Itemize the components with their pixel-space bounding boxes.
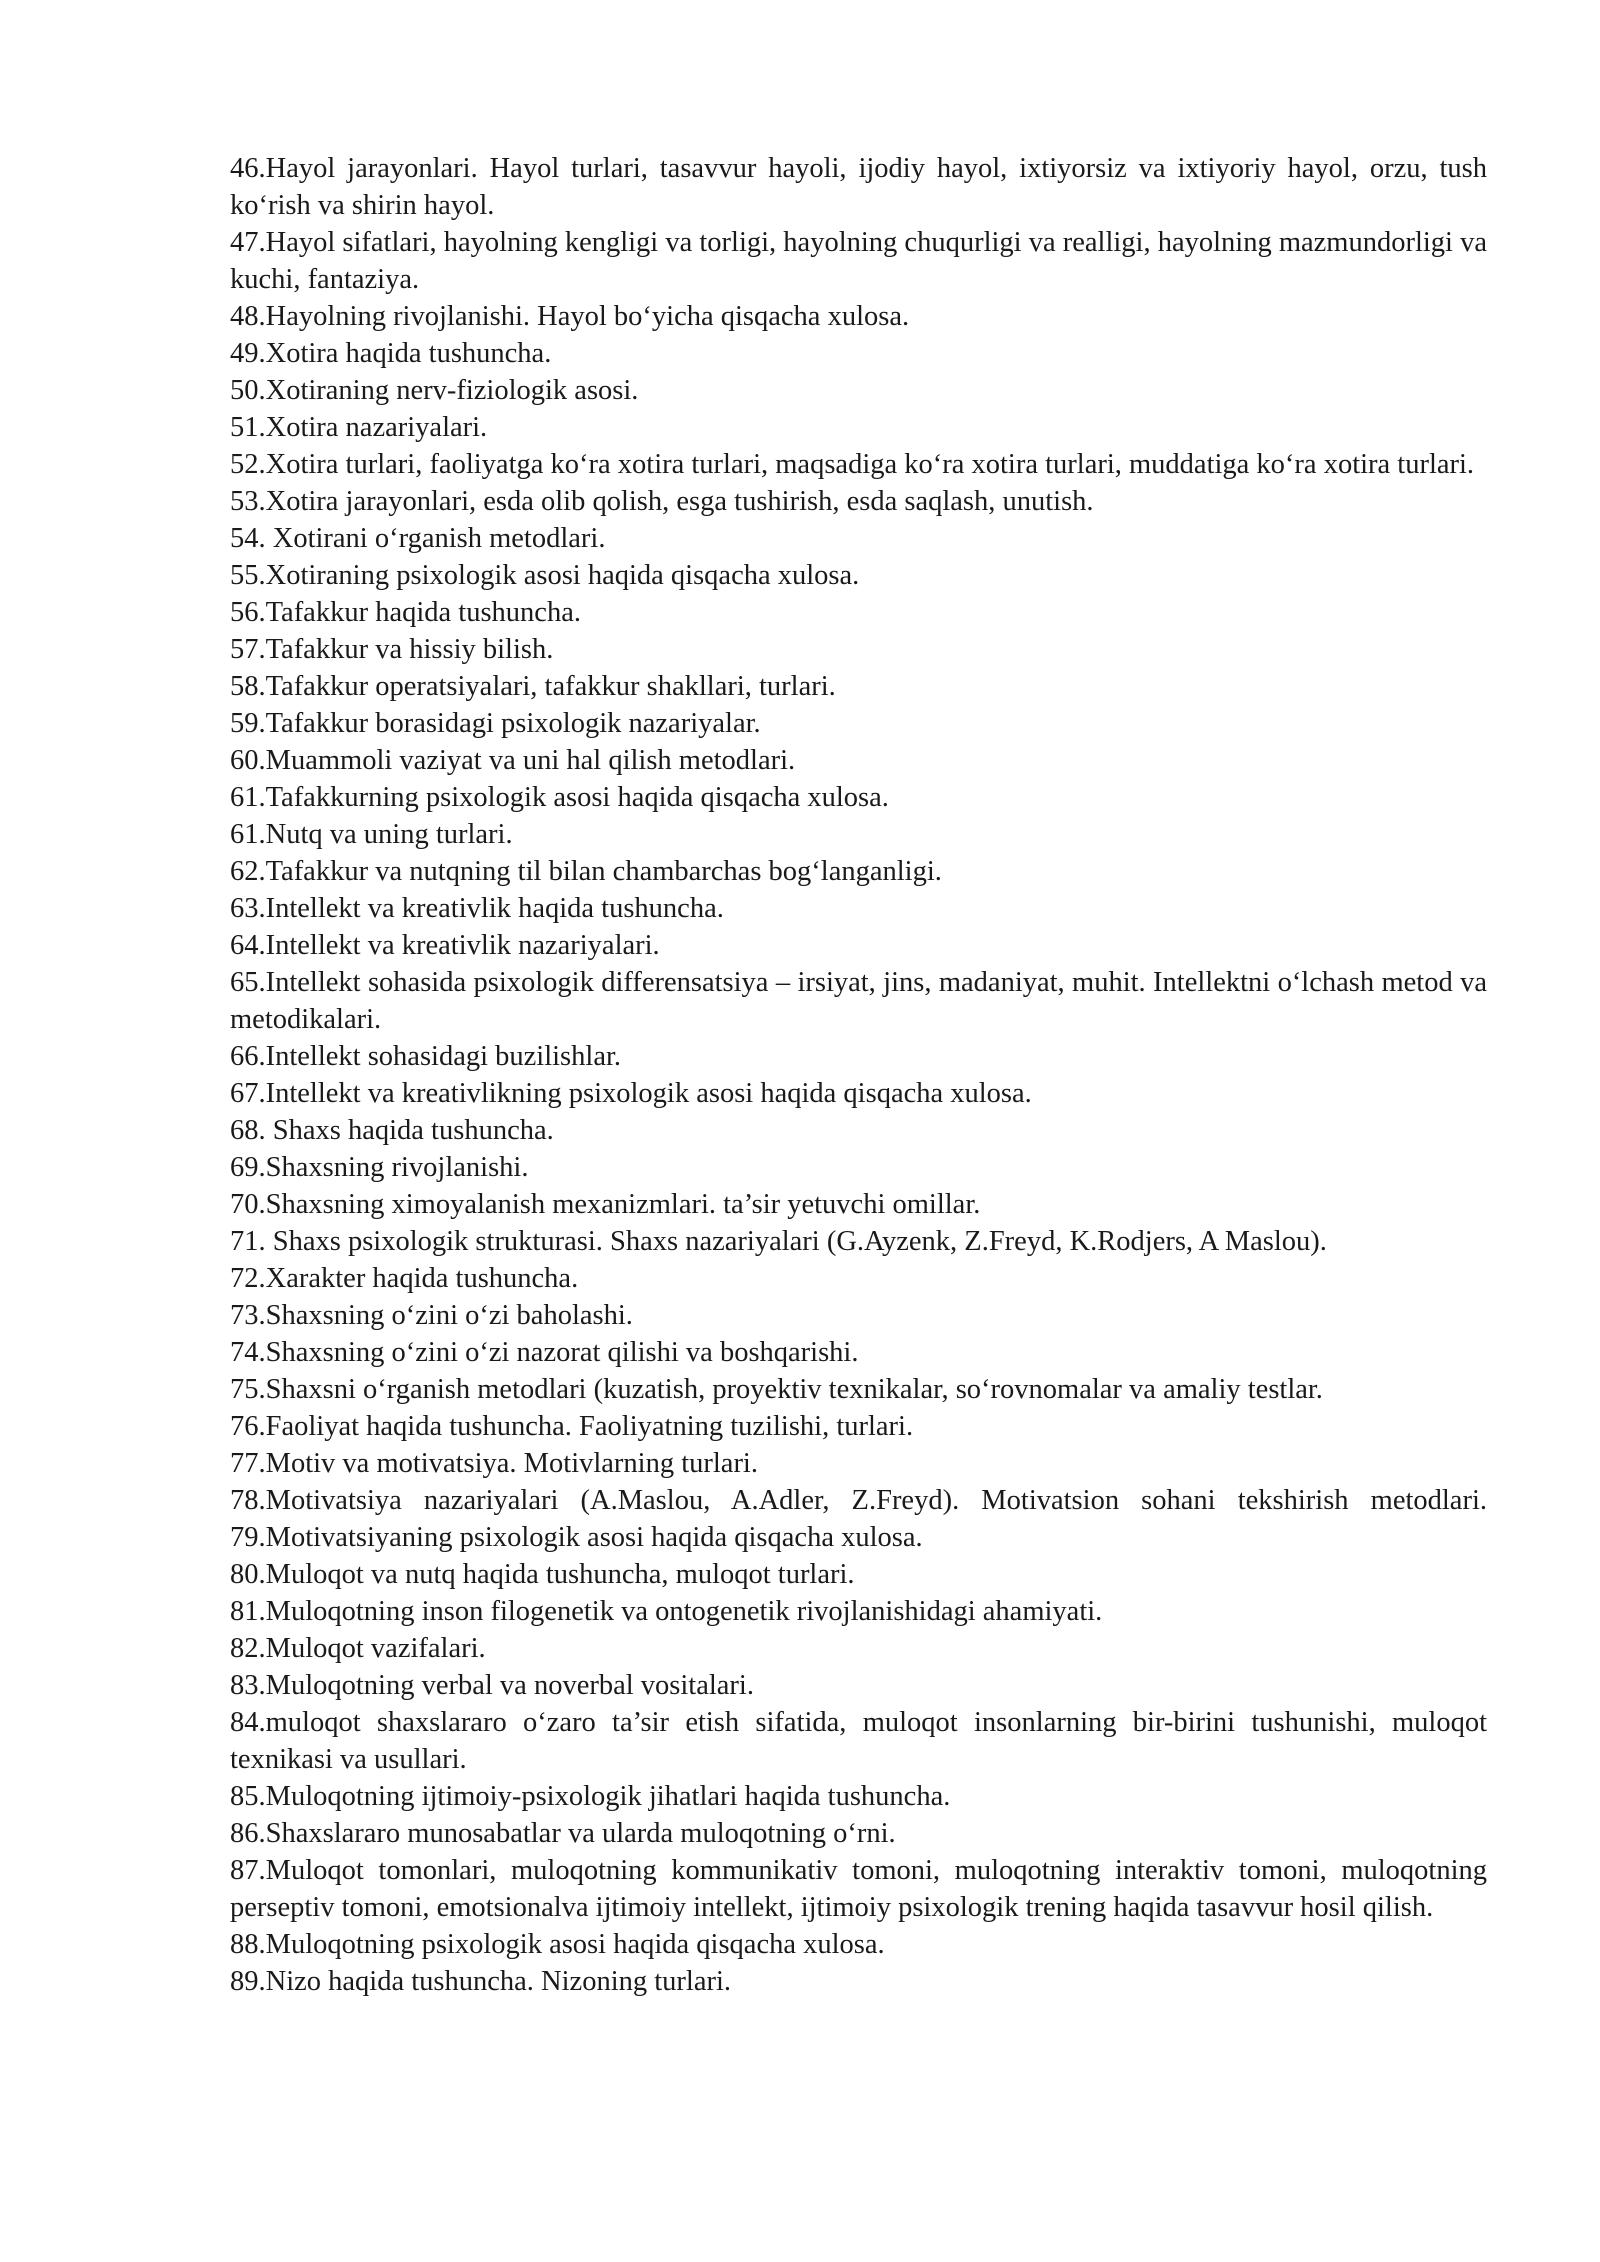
list-item: 68. Shaxs haqida tushuncha. <box>230 1115 554 1146</box>
list-item: 87.Muloqot tomonlari, muloqotning kommunikativ tomoni, muloqotning interaktiv tomoni, muloqotning perseptiv tomoni, emotsionalva ijtimoiy intellekt, ijtimoiy psixologik trening haqida tasavvur hosil qilish. <box>230 1855 1487 1923</box>
list-item: 88.Muloqotning psixologik asosi haqida qisqacha xulosa. <box>230 1929 885 1960</box>
list-item: 73.Shaxsning o‘zini o‘zi baholashi. <box>230 1300 633 1331</box>
question-list <box>230 150 1487 2000</box>
list-item: 58.Tafakkur operatsiyalari, tafakkur shakllari, turlari. <box>230 671 836 702</box>
list-item: 48.Hayolning rivojlanishi. Hayol bo‘yicha qisqacha xulosa. <box>230 301 910 332</box>
list-item: 59.Tafakkur borasidagi psixologik nazariyalar. <box>230 708 761 739</box>
list-item: 64.Intellekt va kreativlik nazariyalari. <box>230 930 660 961</box>
list-item: 50.Xotiraning nerv-fiziologik asosi. <box>230 375 639 406</box>
list-item: 67.Intellekt va kreativlikning psixologik asosi haqida qisqacha xulosa. <box>230 1078 1032 1109</box>
list-item: 81.Muloqotning inson filogenetik va ontogenetik rivojlanishidagi ahamiyati. <box>230 1596 1103 1627</box>
list-item: 82.Muloqot vazifalari. <box>230 1633 486 1664</box>
list-item: 78.Motivatsiya nazariyalari (A.Maslou, A.Adler, Z.Freyd). Motivatsion sohani tekshirish metodlari. 79.Motivatsiyaning psixologik asosi haqida qisqacha xulosa. <box>230 1485 1487 1553</box>
list-item: 71. Shaxs psixologik strukturasi. Shaxs nazariyalari (G.Ayzenk, Z.Freyd, K.Rodjers, A Maslou). <box>230 1226 1327 1257</box>
list-item: 69.Shaxsning rivojlanishi. <box>230 1152 529 1183</box>
list-item: 65.Intellekt sohasida psixologik differensatsiya – irsiyat, jins, madaniyat, muhit. Intellektni o‘lchash metod va metodikalari. <box>230 967 1487 1035</box>
list-item: 76.Faoliyat haqida tushuncha. Faoliyatning tuzilishi, turlari. <box>230 1411 914 1442</box>
list-item: 60.Muammoli vaziyat va uni hal qilish metodlari. <box>230 745 796 776</box>
list-item: 83.Muloqotning verbal va noverbal vositalari. <box>230 1670 754 1701</box>
list-item: 61.Tafakkurning psixologik asosi haqida qisqacha xulosa. <box>230 782 889 813</box>
list-item: 80.Muloqot va nutq haqida tushuncha, muloqot turlari. <box>230 1559 855 1590</box>
list-item: 47.Hayol sifatlari, hayolning kengligi va torligi, hayolning chuqurligi va realligi, hayolning mazmundorligi va kuchi, fantaziya. <box>230 227 1487 295</box>
list-item: 57.Tafakkur va hissiy bilish. <box>230 634 554 665</box>
list-item: 61.Nutq va uning turlari. <box>230 819 513 850</box>
list-item: 86.Shaxslararo munosabatlar va ularda muloqotning o‘rni. <box>230 1818 896 1849</box>
list-item: 46.Hayol jarayonlari. Hayol turlari, tasavvur hayoli, ijodiy hayol, ixtiyorsiz va ixtiyoriy hayol, orzu, tush ko‘rish va shirin hayol. <box>230 153 1487 221</box>
list-item: 55.Xotiraning psixologik asosi haqida qisqacha xulosa. <box>230 560 860 591</box>
list-item: 75.Shaxsni o‘rganish metodlari (kuzatish, proyektiv texnikalar, so‘rovnomalar va amaliy testlar. <box>230 1374 1323 1405</box>
list-item: 54. Xotirani o‘rganish metodlari. <box>230 523 606 554</box>
list-item: 74.Shaxsning o‘zini o‘zi nazorat qilishi va boshqarishi. <box>230 1337 859 1368</box>
list-item: 72.Xarakter haqida tushuncha. <box>230 1263 579 1294</box>
list-item: 52.Xotira turlari, faoliyatga ko‘ra xotira turlari, maqsadiga ko‘ra xotira turlari, muddatiga ko‘ra xotira turlari. <box>230 449 1475 480</box>
list-item: 66.Intellekt sohasidagi buzilishlar. <box>230 1041 622 1072</box>
list-item: 63.Intellekt va kreativlik haqida tushuncha. <box>230 893 724 924</box>
list-item: 77.Motiv va motivatsiya. Motivlarning turlari. <box>230 1448 758 1479</box>
list-item: 56.Tafakkur haqida tushuncha. <box>230 597 581 628</box>
list-item: 84.muloqot shaxslararo o‘zaro ta’sir etish sifatida, muloqot insonlarning bir-birini tushunishi, muloqot texnikasi va usullari. <box>230 1707 1487 1775</box>
list-item: 51.Xotira nazariyalari. <box>230 412 488 443</box>
list-item: 53.Xotira jarayonlari, esda olib qolish, esga tushirish, esda saqlash, unutish. <box>230 486 1094 517</box>
list-item: 85.Muloqotning ijtimoiy-psixologik jihatlari haqida tushuncha. <box>230 1781 951 1812</box>
list-item: 62.Tafakkur va nutqning til bilan chambarchas bog‘langanligi. <box>230 856 942 887</box>
list-item: 70.Shaxsning ximoyalanish mexanizmlari. ta’sir yetuvchi omillar. <box>230 1189 981 1220</box>
list-item: 49.Xotira haqida tushuncha. <box>230 338 552 369</box>
list-item: 89.Nizo haqida tushuncha. Nizoning turlari. <box>230 1966 732 1997</box>
